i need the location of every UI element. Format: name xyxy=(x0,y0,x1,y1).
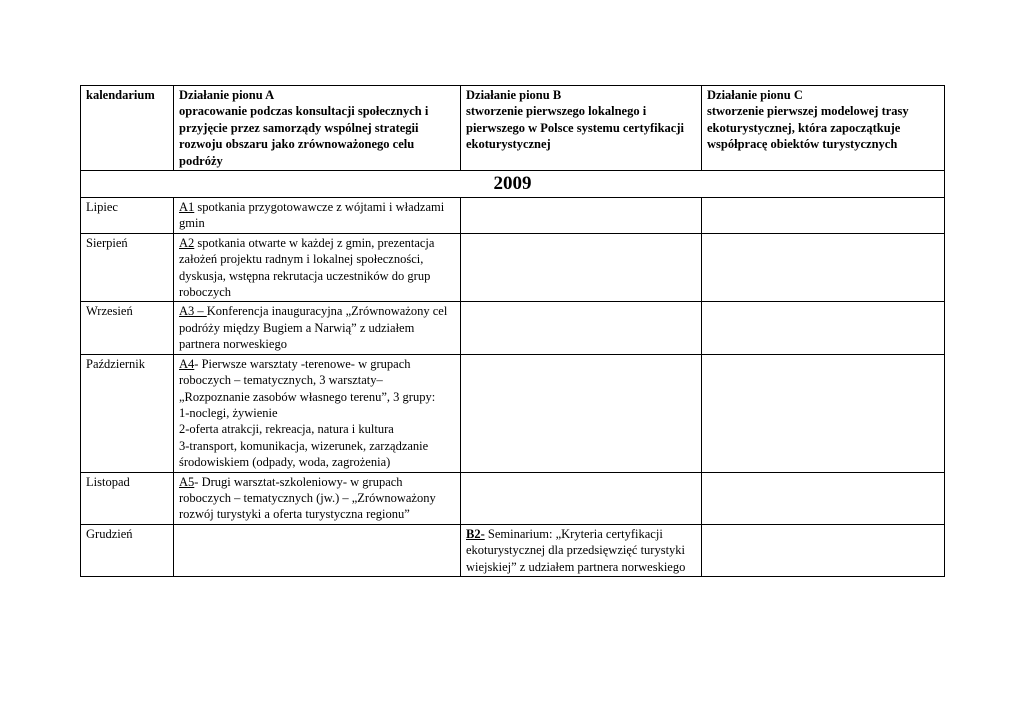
action-c-cell xyxy=(702,354,945,472)
action-c-cell xyxy=(702,233,945,302)
table-row xyxy=(81,198,945,234)
action-c-cell xyxy=(702,302,945,354)
action-b-cell xyxy=(461,198,702,234)
action-a-cell xyxy=(174,524,461,576)
action-a-cell xyxy=(174,354,461,472)
action-code: A5 xyxy=(179,474,195,489)
year-label: 2009 xyxy=(81,171,945,198)
action-code: B2- xyxy=(466,526,485,541)
action-text: - Pierwsze warsztaty -terenowe- w grupach roboczych – tematycznych, 3 warsztaty– „Rozpoznanie zasobów własnego terenu”, 3 grupy: 1-noclegi, żywienie 2-oferta atrakcji, rekreacja, natura i kultura 3-transport, komunikacja, wizerunek, zarządzanie środowiskiem (odpady, woda, zagrożenia) xyxy=(179,356,436,470)
year-row xyxy=(81,171,945,198)
table-row xyxy=(81,233,945,302)
action-text: - Drugi warsztat-szkoleniowy- w grupach roboczych – tematycznych (jw.) – „Zrównoważony rozwój turystyki a oferta turystyczna regionu” xyxy=(179,474,436,522)
action-c-cell xyxy=(702,472,945,524)
action-a-cell xyxy=(174,198,461,234)
month-cell: Sierpień xyxy=(81,233,174,302)
table-row xyxy=(81,354,945,472)
header-action-a xyxy=(174,86,461,171)
schedule-table xyxy=(80,85,945,577)
action-code: A4 xyxy=(179,356,195,371)
action-code: A1 xyxy=(179,200,195,215)
header-action-c-title: Działanie pionu C xyxy=(707,88,803,102)
action-text: Konferencja inauguracyjna „Zrównoważony cel podróży między Bugiem a Narwią” z udziałem partnera norweskiego xyxy=(179,304,448,352)
action-code: A3 – xyxy=(179,304,207,319)
action-c-cell xyxy=(702,198,945,234)
action-a-cell xyxy=(174,233,461,302)
action-b-cell xyxy=(461,354,702,472)
month-cell: Wrzesień xyxy=(81,302,174,354)
action-b-cell xyxy=(461,472,702,524)
table-row xyxy=(81,472,945,524)
header-action-a-description: opracowanie podczas konsultacji społecznych i przyjęcie przez samorządy wspólnej strategii rozwoju obszaru jako zrównoważonego celu podróży xyxy=(179,104,429,168)
month-cell: Listopad xyxy=(81,472,174,524)
table-row xyxy=(81,524,945,576)
header-action-c xyxy=(702,86,945,171)
action-a-cell xyxy=(174,472,461,524)
table-row xyxy=(81,302,945,354)
action-b-cell xyxy=(461,233,702,302)
action-text: Seminarium: „Kryteria certyfikacji ekoturystycznej dla przedsięwzięć turystyki wiejskiej” z udziałem partnera norweskiego xyxy=(466,526,686,574)
table-header-row xyxy=(81,86,945,171)
action-c-cell xyxy=(702,524,945,576)
month-cell: Grudzień xyxy=(81,524,174,576)
header-calendar: kalendarium xyxy=(81,86,174,171)
month-cell: Lipiec xyxy=(81,198,174,234)
month-cell: Październik xyxy=(81,354,174,472)
action-text: spotkania przygotowawcze z wójtami i władzami gmin xyxy=(179,200,445,231)
action-a-cell xyxy=(174,302,461,354)
action-b-cell xyxy=(461,524,702,576)
header-action-b-description: stworzenie pierwszego lokalnego i pierwszego w Polsce systemu certyfikacji ekoturystycznej xyxy=(466,104,684,152)
action-text: spotkania otwarte w każdej z gmin, prezentacja założeń projektu radnym i lokalnej społeczności, dyskusja, wstępna rekrutacja uczestników do grup roboczych xyxy=(179,235,435,300)
header-action-b-title: Działanie pionu B xyxy=(466,88,562,102)
action-code: A2 xyxy=(179,235,195,250)
header-action-a-title: Działanie pionu A xyxy=(179,88,275,102)
header-action-c-description: stworzenie pierwszej modelowej trasy ekoturystycznej, która zapoczątkuje współpracę obiektów turystycznych xyxy=(707,104,909,152)
action-b-cell xyxy=(461,302,702,354)
header-action-b xyxy=(461,86,702,171)
